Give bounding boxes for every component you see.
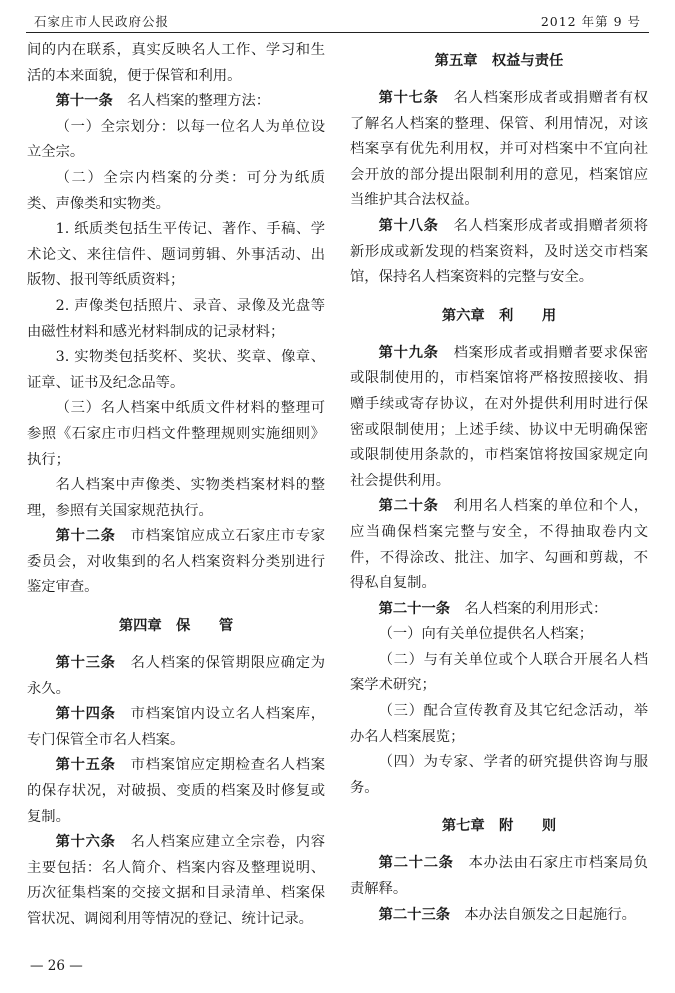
right-column [350, 38, 648, 928]
article-number: 第十一条 [55, 93, 113, 110]
article-paragraph [27, 524, 325, 601]
article-number: 第十七条 [378, 90, 439, 106]
article-paragraph [27, 753, 325, 830]
chapter-heading: 第七章 附 则 [441, 818, 557, 835]
paragraph-text: 间的内在联系，真实反映名人工作、学习和生活的本来面貌，便于保管和利用。 [27, 42, 325, 84]
article-number: 第十九条 [378, 344, 439, 361]
article-number: 第十六条 [55, 834, 116, 851]
paragraph-text: 名人档案形成者或捐赠者有权了解名人档案的整理、保管、利用情况，对该档案享有优先利用权，并可对档案中不宜向社会开放的部分提出限制利用的意见，档案馆应当维护其合法权益。 [350, 90, 649, 209]
article-paragraph [350, 214, 648, 291]
article-number: 第二十一条 [378, 600, 451, 617]
article-number: 第二十条 [378, 498, 439, 515]
article-paragraph [350, 341, 648, 495]
text-paragraph [350, 750, 648, 801]
paragraph-text: （三）名人档案中纸质文件材料的整理可参照《石家庄市归档文件整理规则实施细则》执行； [27, 400, 325, 468]
paragraph-text: 市档案馆应成立石家庄市专家委员会，对收集到的名人档案资料分类别进行鉴定审查。 [27, 528, 326, 596]
article-number: 第二十三条 [378, 906, 451, 923]
text-paragraph [27, 345, 325, 396]
paragraph-text: 市档案馆内设立名人档案库，专门保管全市名人档案。 [27, 706, 326, 748]
paragraph-text: 名人档案的保管期限应确定为永久。 [27, 655, 326, 697]
text-paragraph [27, 217, 325, 294]
text-paragraph [27, 38, 325, 89]
paragraph-text: 本办法自颁发之日起施行。 [464, 906, 636, 923]
text-paragraph [27, 115, 325, 166]
paragraph-text: 利用名人档案的单位和个人，应当确保档案完整与安全，不得抽取卷内文件，不得涂改、批注、加字、勾画和剪裁，不得私自复制。 [350, 498, 649, 592]
text-paragraph [27, 473, 325, 524]
paragraph-text: 名人档案中声像类、实物类档案材料的整理，参照有关国家规范执行。 [27, 477, 325, 519]
paragraph-text: （二）全宗内档案的分类：可分为纸质类、声像类和实物类。 [27, 169, 325, 212]
paragraph-text: 本办法由石家庄市档案局负责解释。 [350, 855, 649, 898]
text-paragraph [27, 294, 325, 345]
text-paragraph [350, 648, 648, 699]
article-number: 第二十二条 [378, 855, 454, 872]
paragraph-text: 名人档案形成者或捐赠者须将新形成或新发现的档案资料，及时送交市档案馆，保持名人档案资料的完整与安全。 [350, 217, 649, 286]
article-paragraph [350, 851, 648, 902]
text-paragraph [350, 622, 648, 648]
article-paragraph [27, 651, 325, 702]
chapter-heading: 第四章 保 管 [118, 618, 234, 635]
chapter-heading: 第五章 权益与责任 [434, 53, 564, 69]
issue-number: 2012 年第 9 号 [540, 14, 641, 29]
article-number: 第十八条 [378, 217, 439, 234]
page-number: — 26 — [30, 958, 83, 974]
article-number: 第十四条 [55, 706, 116, 723]
text-paragraph [27, 166, 325, 217]
paragraph-text: （一）向有关单位提供名人档案； [378, 626, 594, 643]
article-number: 第十二条 [55, 528, 116, 545]
article-paragraph [27, 702, 325, 753]
article-paragraph [350, 494, 648, 596]
paragraph-text: （三）配合宣传教育及其它纪念活动，举办名人档案展览； [350, 703, 648, 745]
chapter-heading: 第六章 利 用 [441, 307, 557, 324]
paragraph-text: 名人档案的整理方法： [127, 93, 271, 110]
paragraph-text: 3. 实物类包括奖杯、奖状、奖章、像章、证章、证书及纪念品等。 [27, 349, 325, 391]
paragraph-text: 1. 纸质类包括生平传记、著作、手稿、学术论文、来往信件、题词剪辑、外事活动、出版物、报刊等纸质资料； [27, 221, 325, 289]
paragraph-text: （一）全宗划分：以每一位名人为单位设立全宗。 [27, 118, 325, 161]
left-column [27, 38, 325, 933]
paragraph-text: （四）为专家、学者的研究提供咨询与服务。 [350, 754, 648, 796]
article-number: 第十三条 [55, 655, 116, 672]
paragraph-text: （二）与有关单位或个人联合开展名人档案学术研究； [350, 651, 648, 694]
paragraph-text: 2. 声像类包括照片、录音、录像及光盘等由磁性材料和感光材料制成的记录材料； [27, 297, 325, 340]
article-number: 第十五条 [55, 757, 116, 774]
paragraph-text: 市档案馆应定期检查名人档案的保存状况，对破损、变质的档案及时修复或复制。 [27, 757, 326, 825]
text-paragraph [27, 396, 325, 473]
article-paragraph [350, 86, 648, 214]
page-header [26, 8, 649, 33]
journal-title: 石家庄市人民政府公报 [34, 14, 170, 29]
paragraph-text: 档案形成者或捐赠者要求保密或限制使用的，市档案馆将严格按照接收、捐赠手续或寄存协议，在对外提供利用时进行保密或限制使用；上述手续、协议中无明确保密或限制使用条款的，市档案馆将按国家规定向社会提供利用。 [350, 344, 649, 489]
text-paragraph [350, 699, 648, 750]
article-paragraph [27, 89, 325, 115]
article-paragraph [27, 830, 325, 932]
article-paragraph [350, 597, 648, 623]
article-paragraph [350, 903, 648, 929]
paragraph-text: 名人档案应建立全宗卷，内容主要包括：名人简介、档案内容及整理说明、历次征集档案的交接文据和目录清单、档案保管状况、调阅利用等情况的登记、统计记录。 [27, 834, 326, 927]
paragraph-text: 名人档案的利用形式： [464, 600, 608, 617]
